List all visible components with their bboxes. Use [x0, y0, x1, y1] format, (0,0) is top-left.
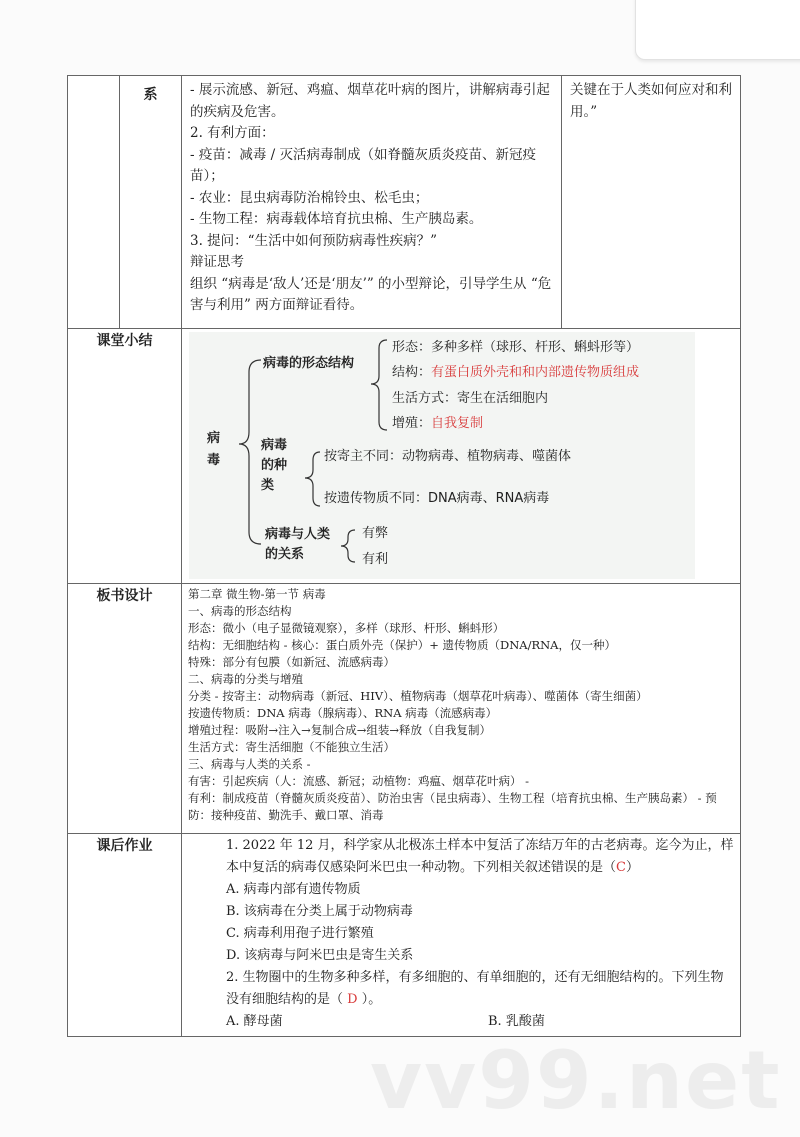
mind-map [189, 332, 695, 579]
option: A. 病毒内部有遗传物质 [226, 882, 361, 897]
content-line: - 农业：昆虫病毒防治棉铃虫、松毛虫； [190, 189, 429, 206]
board-line: 生活方式：寄生活细胞（不能独立生活） [188, 740, 395, 754]
leaf-by-genetic: 按遗传物质不同：DNA病毒、RNA病毒 [324, 491, 550, 506]
question-2: 2. 生物圈中的生物多种多样，有多细胞的、有单细胞的，还有无细胞结构的。下列生物没有细胞结构的是（ D ）。 [226, 970, 724, 1007]
board-line: 增殖过程：吸附→注入→复制合成→组装→释放（自我复制） [188, 723, 492, 737]
content-line: 3. 提问：“生活中如何预防病毒性疾病？” [190, 232, 437, 249]
watermark: vv99.net [370, 1034, 782, 1127]
lesson-plan-table [67, 75, 741, 1037]
content-line: - 展示流感、新冠、鸡瘟、烟草花叶病的图片，讲解病毒引起的疾病及危害。 [190, 82, 550, 120]
mind-map-cell [182, 329, 741, 584]
root-node: 病毒 [207, 431, 221, 468]
board-line: 特殊：部分有包膜（如新冠、流感病毒） [188, 655, 395, 669]
content-line: 辩证思考 [190, 254, 244, 270]
board-line: 一、病毒的形态结构 [188, 604, 292, 618]
board-line: 结构：无细胞结构 - 核心：蛋白质外壳（保护）+ 遗传物质（DNA/RNA，仅一种） [188, 638, 616, 652]
content-line: - 生物工程：病毒载体培育抗虫棉、生产胰岛素。 [190, 211, 483, 227]
root-bracket [239, 360, 261, 544]
table-row [68, 329, 741, 584]
branch-types: 病毒的种类 [261, 438, 288, 493]
leaf-reproduction: 增殖：自我复制 [392, 416, 484, 431]
board-line: 有利：制成疫苗（脊髓灰质炎疫苗）、防治虫害（昆虫病毒）、生物工程（培育抗虫棉、生产胰岛素） - 预防：接种疫苗、勤洗手、戴口罩、消毒 [188, 791, 717, 822]
board-line: 第二章 微生物-第一节 病毒 [188, 587, 326, 601]
relation-bracket [341, 530, 355, 562]
leaf-harm: 有弊 [362, 526, 389, 541]
summary-label: 课堂小结 [68, 329, 182, 584]
row-label: 系 [120, 76, 182, 329]
activity-content [182, 76, 562, 329]
board-line: 形态：微小（电子显微镜观察），多样（球形、杆形、蝌蚪形） [188, 621, 505, 635]
board-label: 板书设计 [68, 584, 182, 834]
empty-cell [68, 76, 120, 329]
structure-bracket [371, 340, 387, 430]
leaf-shape: 形态：多种多样（球形、杆形、蝌蚪形等） [392, 340, 640, 355]
board-line: 二、病毒的分类与增殖 [188, 672, 303, 686]
branch-structure: 病毒的形态结构 [263, 356, 355, 371]
leaf-lifestyle: 生活方式：寄生在活细胞内 [392, 391, 549, 406]
board-content [182, 584, 741, 834]
board-line: 分类 - 按寄主：动物病毒（新冠、HIV）、植物病毒（烟草花叶病毒）、噬菌体（寄生细菌） [188, 689, 648, 703]
table-row [68, 834, 741, 1037]
content-line: 2. 有利方面： [190, 125, 275, 141]
top-card [635, 0, 800, 60]
option: D. 该病毒与阿米巴虫是寄生关系 [226, 948, 414, 963]
table-row [68, 76, 741, 329]
option: B. 该病毒在分类上属于动物病毒 [226, 904, 413, 919]
branch-relation: 病毒与人类的关系 [265, 527, 331, 562]
leaf-by-host: 按寄主不同：动物病毒、植物病毒、噬菌体 [324, 449, 572, 464]
option: C. 病毒利用孢子进行繁殖 [226, 926, 374, 941]
question-2-options: A. 酵母菌 B. 乳酸菌 [226, 1014, 545, 1029]
board-line: 三、病毒与人类的关系 - [188, 757, 311, 771]
type-bracket [305, 452, 320, 506]
content-line: 组织 “病毒是‘敌人’还是‘朋友’” 的小型辩论，引导学生从 “危害与利用” 两方面辩证看待。 [190, 275, 552, 313]
table-row [68, 584, 741, 834]
homework-content [182, 834, 741, 1037]
content-line: - 疫苗：减毒 / 灭活病毒制成（如脊髓灰质炎疫苗、新冠疫苗）； [190, 146, 536, 184]
design-note: 关键在于人类如何应对和利用。” [562, 76, 741, 329]
leaf-structure: 结构：有蛋白质外壳和和内部遗传物质组成 [392, 365, 640, 380]
leaf-benefit: 有利 [362, 552, 389, 567]
answer-2: D [347, 992, 358, 1007]
board-line: 有害：引起疾病（人：流感、新冠；动植物：鸡瘟、烟草花叶病） - [188, 774, 530, 788]
board-line: 按遗传物质：DNA 病毒（腺病毒）、RNA 病毒（流感病毒） [188, 706, 498, 720]
question-1: 1. 2022 年 12 月，科学家从北极冻土样本中复活了冻结万年的古老病毒。迄今为止，样本中复活的病毒仅感染阿米巴虫一种动物。下列相关叙述错误的是（C） [226, 838, 734, 875]
homework-label: 课后作业 [68, 834, 182, 1037]
answer-1: C [616, 860, 626, 875]
